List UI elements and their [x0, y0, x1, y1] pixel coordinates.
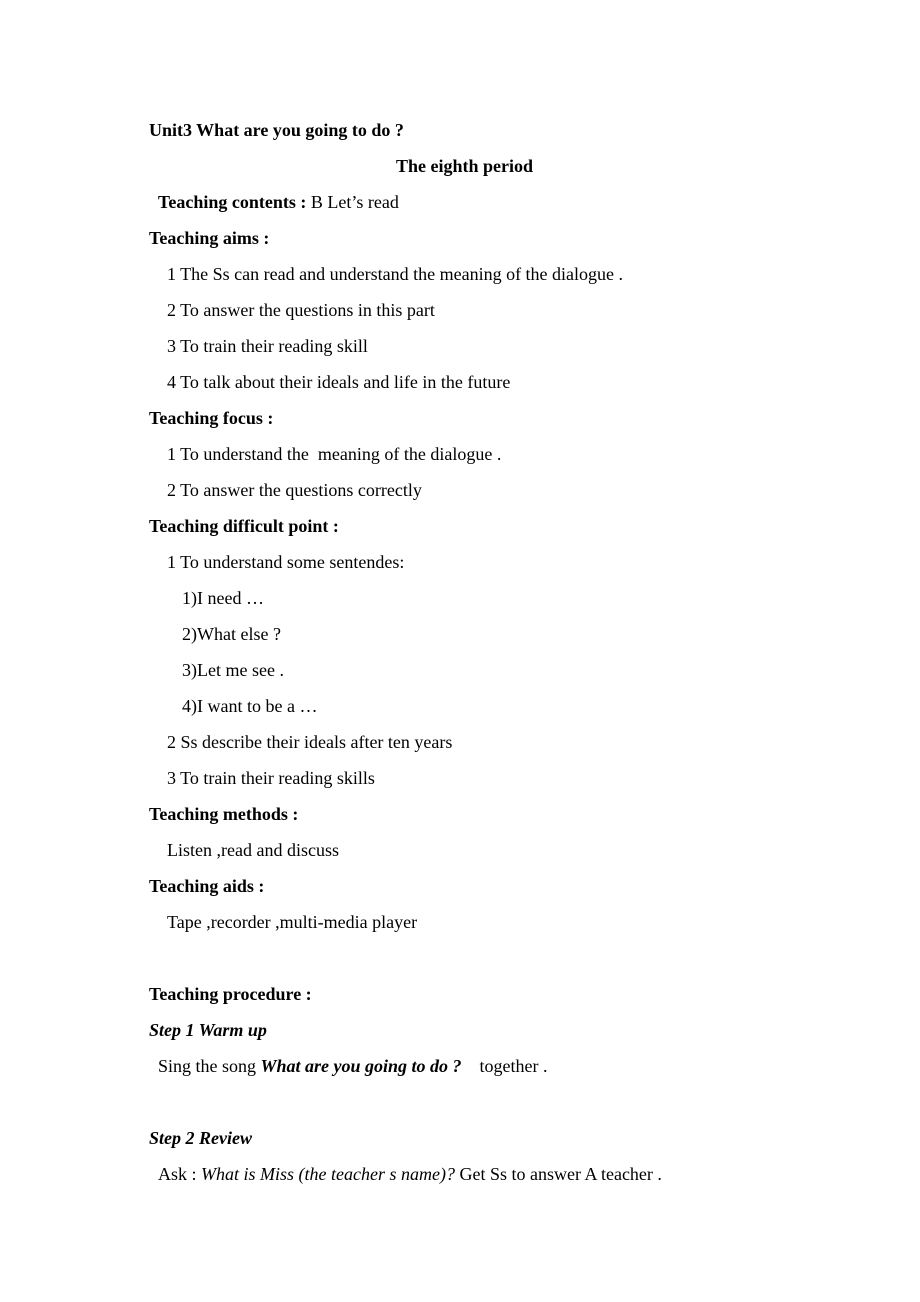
aim-item: 1 The Ss can read and understand the meaning of the dialogue . [167, 264, 624, 284]
aims-label: Teaching aims : [149, 228, 270, 248]
focus-heading [0, 400, 920, 436]
aids-value: Tape ,recorder ,multi-media player [167, 912, 418, 932]
step1-pre: Sing the song [158, 1056, 261, 1076]
period-text: The eighth period [395, 156, 533, 176]
difficult-subitem: 2)What else ? [182, 624, 281, 644]
step1-label: Step 1 Warm up [149, 1020, 267, 1040]
contents-value: B Let’s read [306, 192, 399, 212]
blank-line [0, 940, 920, 976]
difficult-subitem: 4)I want to be a … [182, 696, 318, 716]
difficult-item: 3 To train their reading skills [167, 768, 375, 788]
difficult-subitem: 1)I need … [182, 588, 264, 608]
title-text: Unit3 What are you going to do ? [149, 120, 404, 140]
step1-song: What are you going to do ? [260, 1056, 462, 1076]
focus-item: 1 To understand the meaning of the dialogue . [167, 444, 502, 464]
step1-heading [0, 1012, 920, 1048]
aids-label: Teaching aids : [149, 876, 265, 896]
blank-line [0, 1084, 920, 1120]
step2-label: Step 2 Review [149, 1128, 252, 1148]
step2-pre: Ask : [158, 1164, 202, 1184]
step2-body [0, 1156, 920, 1192]
aim-item: 3 To train their reading skill [167, 336, 368, 356]
procedure-heading [0, 976, 920, 1012]
step1-post: together . [461, 1056, 548, 1076]
document-title [0, 112, 920, 148]
period-heading [0, 148, 920, 184]
aim-item: 4 To talk about their ideals and life in the future [167, 372, 511, 392]
step2-heading [0, 1120, 920, 1156]
contents-line [0, 184, 920, 220]
difficult-item: 1 To understand some sentendes: [167, 552, 405, 572]
difficult-label: Teaching difficult point : [149, 516, 339, 536]
step2-question: What is Miss (the teacher s name)? [201, 1164, 455, 1184]
step2-post: Get Ss to answer A teacher . [454, 1164, 662, 1184]
difficult-item: 2 Ss describe their ideals after ten years [167, 732, 453, 752]
procedure-label: Teaching procedure : [149, 984, 312, 1004]
document-page [0, 112, 920, 1192]
aims-heading [0, 220, 920, 256]
methods-value: Listen ,read and discuss [167, 840, 339, 860]
contents-label: Teaching contents : [158, 192, 307, 212]
methods-label: Teaching methods : [149, 804, 299, 824]
step1-body [0, 1048, 920, 1084]
focus-label: Teaching focus : [149, 408, 274, 428]
aim-item: 2 To answer the questions in this part [167, 300, 435, 320]
difficult-subitem: 3)Let me see . [182, 660, 284, 680]
difficult-heading [0, 508, 920, 544]
focus-item: 2 To answer the questions correctly [167, 480, 422, 500]
aids-heading [0, 868, 920, 904]
methods-heading [0, 796, 920, 832]
